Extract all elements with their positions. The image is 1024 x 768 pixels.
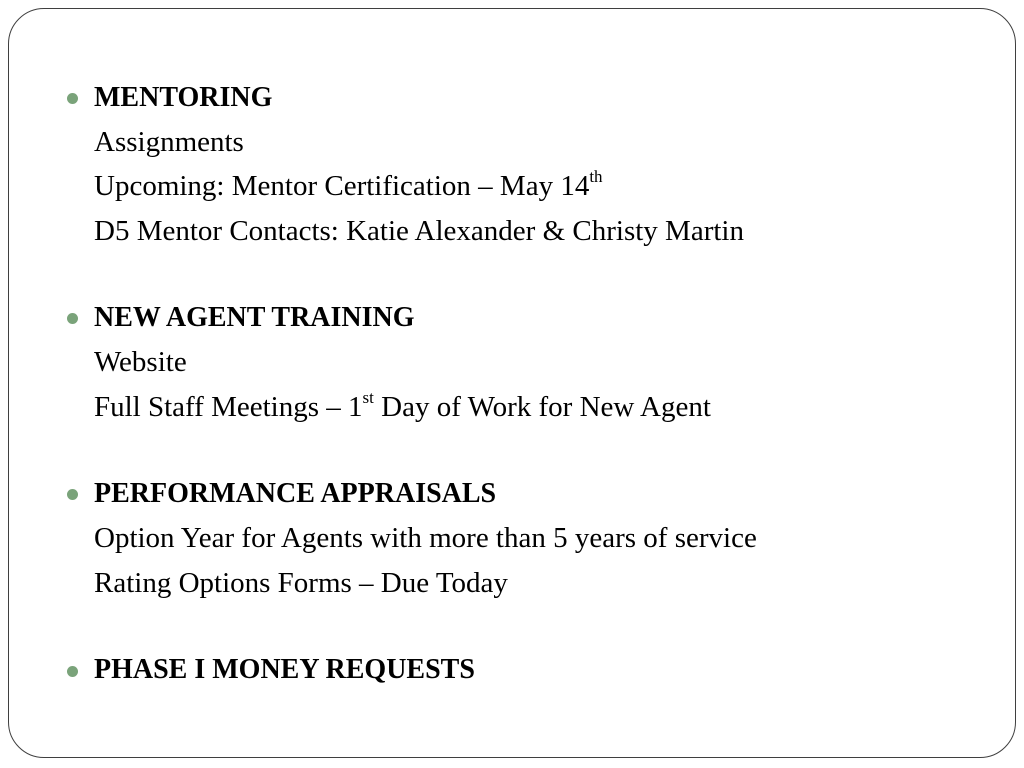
slide-frame: [8, 8, 1016, 758]
section-heading-new-agent-training: NEW AGENT TRAINING: [94, 302, 415, 333]
staff-meetings-ordinal-suffix: st: [362, 388, 374, 408]
staff-meetings-text: Full Staff Meetings – 1: [94, 391, 363, 423]
training-line-website: Website: [94, 346, 187, 378]
section-heading-mentoring: MENTORING: [94, 82, 273, 113]
bullet-icon: [67, 313, 78, 324]
section-heading-performance-appraisals: PERFORMANCE APPRAISALS: [94, 478, 497, 509]
staff-meetings-text-end: Day of Work for New Agent: [373, 391, 711, 423]
mentoring-line-contacts: D5 Mentor Contacts: Katie Alexander & Christy Martin: [94, 215, 744, 247]
bullet-icon: [67, 93, 78, 104]
training-line-staff-meetings: [94, 390, 711, 424]
appraisals-line-option-year: Option Year for Agents with more than 5 years of service: [94, 522, 757, 554]
mentoring-line-upcoming: [94, 169, 603, 203]
appraisals-line-rating-options: Rating Options Forms – Due Today: [94, 567, 508, 599]
section-heading-phase-money-requests: PHASE I MONEY REQUESTS: [94, 654, 475, 685]
bullet-icon: [67, 489, 78, 500]
bullet-icon: [67, 666, 78, 677]
upcoming-text: Upcoming: Mentor Certification – May 14: [94, 170, 590, 202]
mentoring-line-assignments: Assignments: [94, 126, 244, 158]
upcoming-ordinal-suffix: th: [589, 167, 603, 187]
